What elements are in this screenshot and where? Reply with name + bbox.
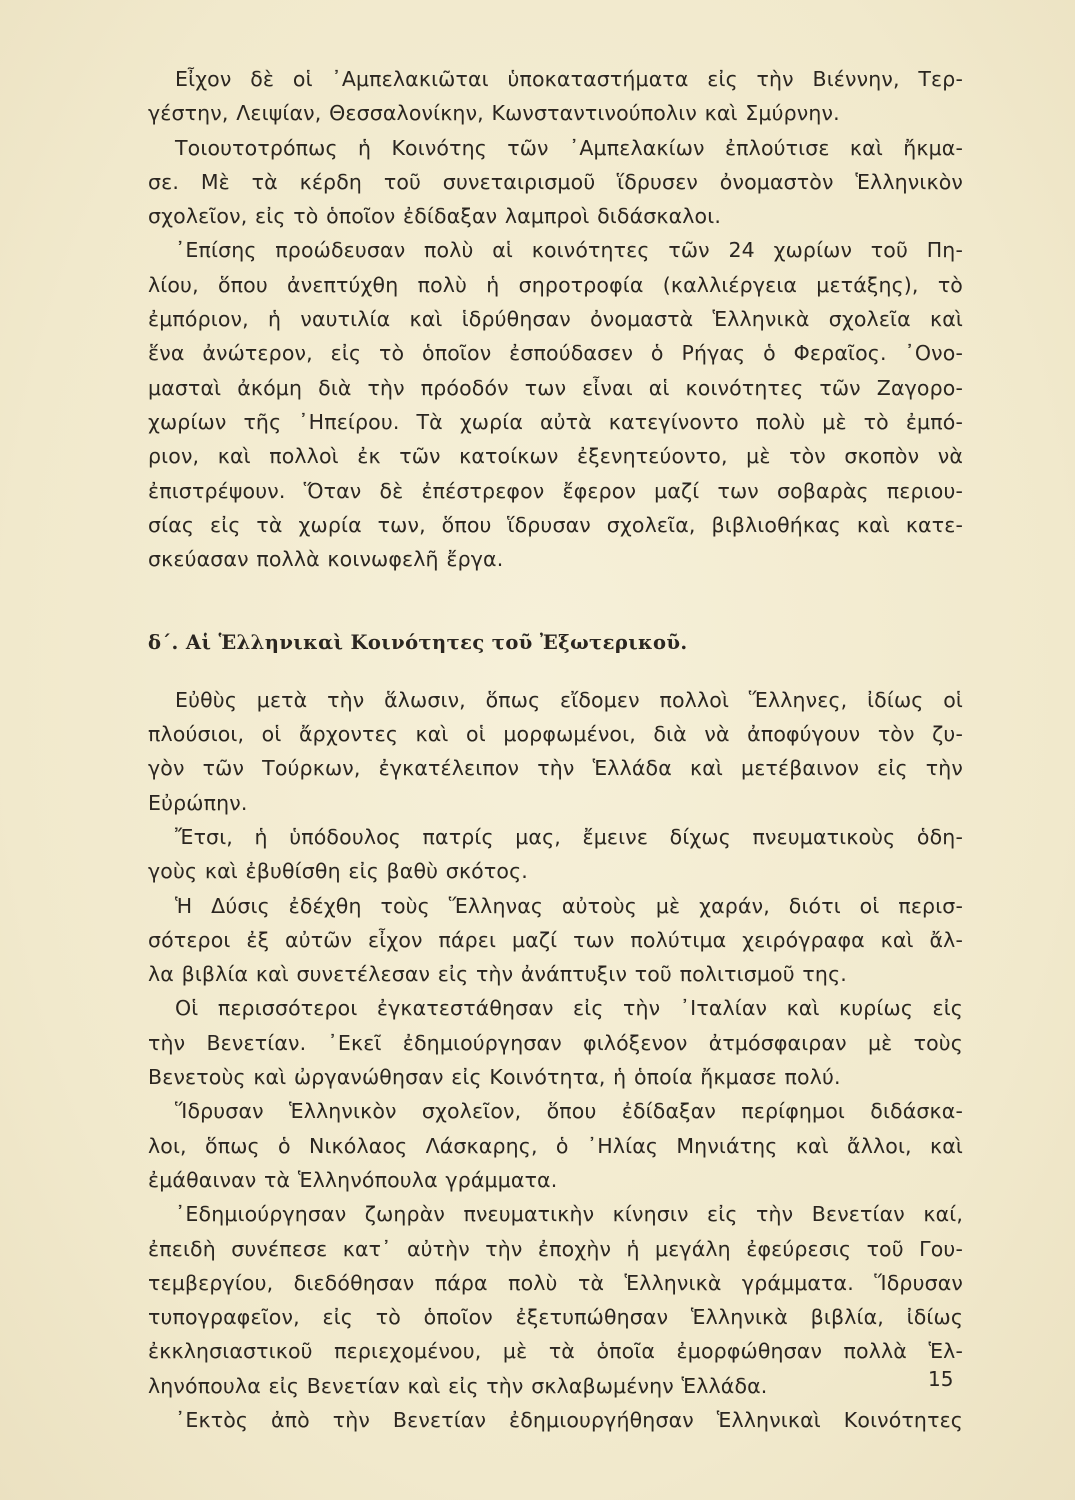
text-line: ἐμάθαιναν τὰ Ἑλληνόπουλα γράμματα.	[148, 1167, 558, 1192]
text-line: ληνόπουλα εἰς Βενετίαν καὶ εἰς τὴν σκλαβωμένην Ἑλλάδα.	[148, 1373, 768, 1398]
text-line: ᾿Εδημιούργησαν ζωηρὰν πνευματικὴν κίνησιν εἰς τὴν Βενετίαν καί,	[175, 1202, 963, 1227]
text-line: λοι, ὅπως ὁ Νικόλαος Λάσκαρης, ὁ ᾿Ηλίας Μηνιάτης καὶ ἄλλοι, καὶ	[148, 1133, 963, 1158]
text-line: ἕνα ἀνώτερον, εἰς τὸ ὁποῖον ἐσπούδασεν ὁ Ρήγας ὁ Φεραῖος. ᾿Ονο-	[148, 341, 963, 366]
paragraph-7	[148, 991, 963, 1094]
text-line: ἐπιστρέψουν. Ὅταν δὲ ἐπέστρεφον ἔφερον μαζί των σοβαρὰς περιου-	[148, 478, 963, 503]
text-line: λίου, ὅπου ἀνεπτύχθη πολὺ ἡ σηροτροφία (καλλιέργεια μετάξης), τὸ	[148, 272, 963, 297]
paragraph-6	[148, 889, 963, 992]
text-line: μασταὶ ἀκόμη διὰ τὴν πρόοδόν των εἶναι αἱ κοινότητες τῶν Ζαγορο-	[148, 375, 963, 400]
text-line: πλούσιοι, οἱ ἄρχοντες καὶ οἱ μορφωμένοι, διὰ νὰ ἀποφύγουν τὸν ζυ-	[148, 722, 963, 747]
paragraph-1	[148, 62, 963, 131]
text-line: Εἶχον δὲ οἱ ᾿Αμπελακιῶται ὑποκαταστήματα εἰς τὴν Βιέννην, Τερ-	[175, 67, 963, 91]
text-line: σχολεῖον, εἰς τὸ ὁποῖον ἐδίδαξαν λαμπροὶ διδάσκαλοι.	[148, 204, 722, 229]
text-line: γὸν τῶν Τούρκων, ἐγκατέλειπον τὴν Ἑλλάδα καὶ μετέβαινον εἰς τὴν	[148, 756, 963, 781]
text-line: σκεύασαν πολλὰ κοινωφελῆ ἔργα.	[148, 547, 504, 572]
paragraph-8	[148, 1094, 963, 1197]
text-line: σε. Μὲ τὰ κέρδη τοῦ συνεταιρισμοῦ ἵδρυσεν ὀνομαστὸν Ἑλληνικὸν	[148, 169, 963, 194]
text-line: σίας εἰς τὰ χωρία των, ὅπου ἵδρυσαν σχολεῖα, βιβλιοθήκας καὶ κατε-	[148, 512, 963, 537]
text-line: ἐπειδὴ συνέπεσε κατ᾿ αὐτὴν τὴν ἐποχὴν ἡ μεγάλη ἐφεύρεσις τοῦ Γου-	[148, 1236, 963, 1261]
text-line: Εὐθὺς μετὰ τὴν ἅλωσιν, ὅπως εἴδομεν πολλοὶ Ἕλληνες, ἰδίως οἱ	[175, 687, 963, 712]
text-line: ἐμπόριον, ἡ ναυτιλία καὶ ἱδρύθησαν ὀνομαστὰ Ἑλληνικὰ σχολεῖα καὶ	[148, 307, 963, 332]
text-line: τεμβεργίου, διεδόθησαν πάρα πολὺ τὰ Ἑλληνικὰ γράμματα. Ἵδρυσαν	[148, 1270, 963, 1295]
text-line: Ἡ Δύσις ἐδέχθη τοὺς Ἕλληνας αὐτοὺς μὲ χαράν, διότι οἱ περισ-	[175, 893, 963, 918]
paragraph-9	[148, 1197, 963, 1403]
text-line: σότεροι ἐξ αὐτῶν εἶχον πάρει μαζί των πολύτιμα χειρόγραφα καὶ ἄλ-	[148, 927, 963, 952]
text-line: γέστην, Λειψίαν, Θεσσαλονίκην, Κωνσταντινούπολιν καὶ Σμύρνην.	[148, 101, 840, 126]
page-number: 15	[928, 1367, 954, 1391]
text-line: Εὐρώπην.	[148, 790, 248, 815]
text-line: τὴν Βενετίαν. ᾿Εκεῖ ἐδημιούργησαν φιλόξενον ἀτμόσφαιραν μὲ τοὺς	[148, 1030, 963, 1055]
text-line: Τοιουτοτρόπως ἡ Κοινότης τῶν ᾿Αμπελακίων ἐπλούτισε καὶ ἤκμα-	[175, 135, 963, 160]
text-line: τυπογραφεῖον, εἰς τὸ ὁποῖον ἐξετυπώθησαν Ἑλληνικὰ βιβλία, ἰδίως	[148, 1305, 963, 1330]
text-line: ᾿Επίσης προώδευσαν πολὺ αἱ κοινότητες τῶν 24 χωρίων τοῦ Πη-	[175, 238, 963, 263]
paragraph-4	[148, 683, 963, 820]
body-text	[148, 62, 963, 1437]
text-line: Βενετοὺς καὶ ὠργανώθησαν εἰς Κοινότητα, ἡ ὁποία ἤκμασε πολύ.	[148, 1065, 841, 1090]
text-line: Ἵδρυσαν Ἑλληνικὸν σχολεῖον, ὅπου ἐδίδαξαν περίφημοι διδάσκα-	[175, 1099, 963, 1124]
text-line: γοὺς καὶ ἐβυθίσθη εἰς βαθὺ σκότος.	[148, 859, 528, 884]
section-heading: δ΄. Αἱ Ἑλληνικαὶ Κοινότητες τοῦ Ἐξωτερικοῦ.	[148, 631, 688, 655]
paragraph-3	[148, 233, 963, 576]
paragraph-5	[148, 820, 963, 889]
text-line: ἐκκλησιαστικοῦ περιεχομένου, μὲ τὰ ὁποῖα ἐμορφώθησαν πολλὰ Ἑλ-	[148, 1339, 963, 1364]
text-line: Οἱ περισσότεροι ἐγκατεστάθησαν εἰς τὴν ᾿Ιταλίαν καὶ κυρίως εἰς	[175, 996, 963, 1021]
text-line: χωρίων τῆς ᾿Ηπείρου. Τὰ χωρία αὐτὰ κατεγίνοντο πολὺ μὲ τὸ ἐμπό-	[148, 409, 963, 434]
text-line: λα βιβλία καὶ συνετέλεσαν εἰς τὴν ἀνάπτυξιν τοῦ πολιτισμοῦ της.	[148, 962, 847, 987]
text-line: ᾿Εκτὸς ἀπὸ τὴν Βενετίαν ἐδημιουργήθησαν Ἑλληνικαὶ Κοινότητες	[175, 1407, 963, 1432]
section-gap	[148, 576, 963, 626]
paragraph-2	[148, 131, 963, 234]
text-line: Ἔτσι, ἡ ὑπόδουλος πατρίς μας, ἔμεινε δίχως πνευματικοὺς ὁδη-	[175, 824, 963, 849]
paragraph-10	[148, 1403, 963, 1437]
text-line: ριον, καὶ πολλοὶ ἐκ τῶν κατοίκων ἐξενητεύοντο, μὲ τὸν σκοπὸν νὰ	[148, 444, 963, 469]
heading-gap	[148, 661, 963, 683]
